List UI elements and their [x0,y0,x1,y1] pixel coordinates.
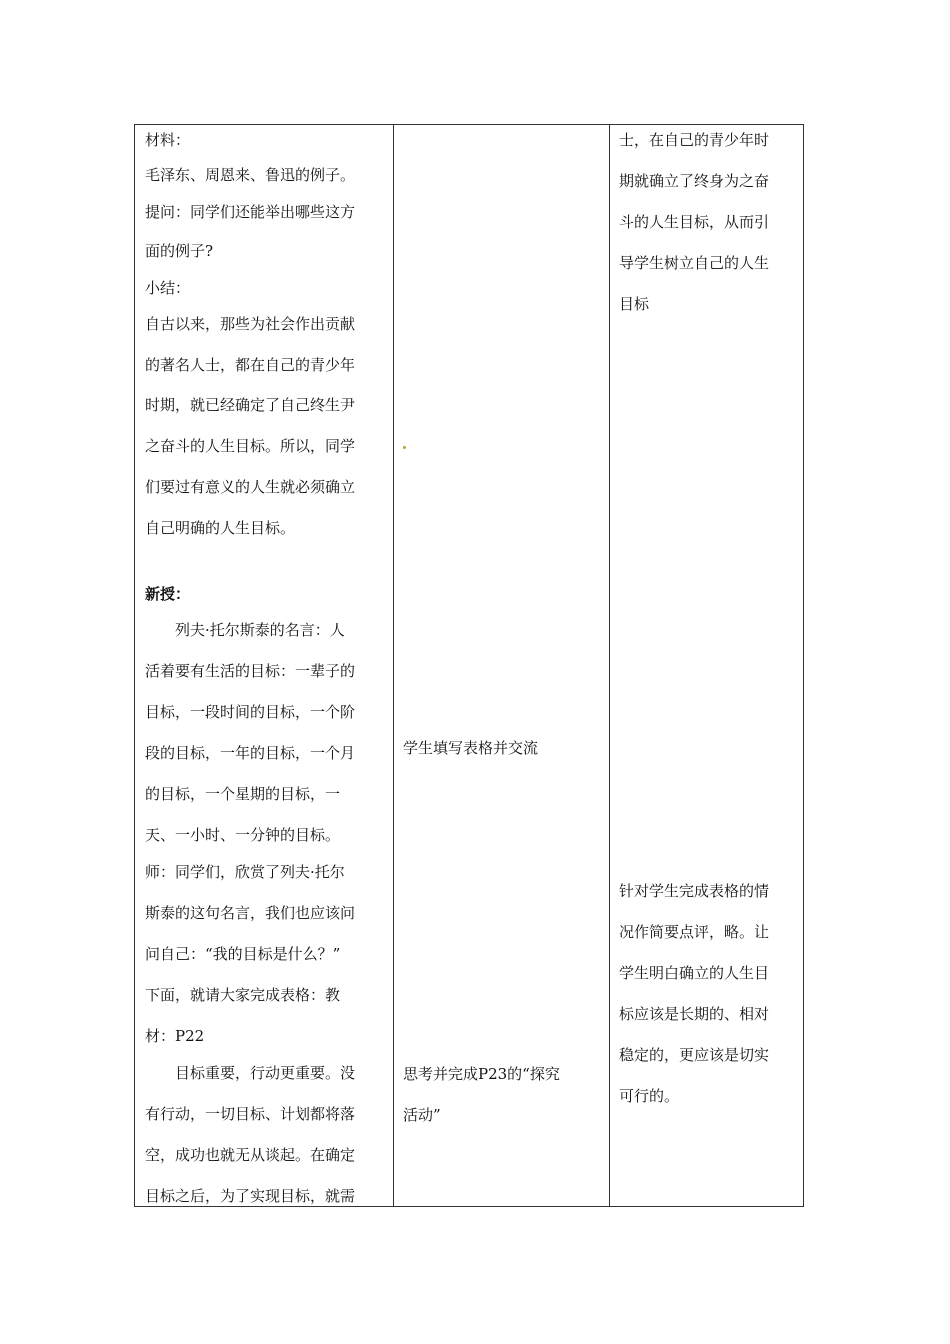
text-line: 段的目标，一年的目标，一个月 [145,744,356,762]
text-line: 材料： [145,131,191,149]
text-line: 空，成功也就无从谈起。在确定 [145,1146,356,1164]
text-line: 的目标，一个星期的目标，一 [145,785,341,803]
text-line: 面的例子? [145,242,214,260]
text-line: 学生填写表格并交流 [403,739,539,757]
text-line: 活着要有生活的目标：一辈子的 [145,662,356,680]
text-line: 士，在自己的青少年时 [619,131,770,149]
text-line: 目标重要，行动更重要。没 [145,1064,356,1082]
speck-mark [403,446,406,449]
text-line: 材：P22 [145,1027,205,1045]
text-line: 标应该是长期的、相对 [619,1005,770,1023]
text-line: 提问：同学们还能举出哪些这方 [145,203,356,221]
text-line: 况作简要点评，略。让 [619,923,770,941]
text-line: 目标，一段时间的目标，一个阶 [145,703,356,721]
design-intent-column [609,125,805,1206]
text-line: 导学生树立自己的人生 [619,254,770,272]
text-line: 小结： [145,279,191,297]
text-line: 们要过有意义的人生就必须确立 [145,478,356,496]
text-line: 斯泰的这句名言，我们也应该问 [145,904,356,922]
text-line: 期就确立了终身为之奋 [619,172,770,190]
text-line: 天、一小时、一分钟的目标。 [145,826,341,844]
text-line: 稳定的，更应该是切实 [619,1046,770,1064]
text-line: 列夫·托尔斯泰的名言：人 [145,621,345,639]
text-line: 目标 [619,295,650,313]
text-line: 时期，就已经确定了自己终生尹 [145,396,356,414]
text-line: 自古以来，那些为社会作出贡献 [145,315,356,333]
text-line: 毛泽东、周恩来、鲁迅的例子。 [145,166,356,184]
text-line: 之奋斗的人生目标。所以，同学 [145,437,356,455]
text-line: 有行动，一切目标、计划都将落 [145,1105,356,1123]
teaching-content-column [135,125,393,1206]
lesson-plan-table [134,124,804,1207]
text-line: 的著名人士，都在自己的青少年 [145,356,356,374]
text-line: 针对学生完成表格的情 [619,882,770,900]
text-line: 目标之后，为了实现目标，就需 [145,1187,356,1205]
section-heading: 新授： [145,585,191,603]
text-line: 问自己：“我的目标是什么？” [145,945,341,963]
text-line: 师：同学们，欣赏了列夫·托尔 [145,863,345,881]
text-line: 下面，就请大家完成表格：教 [145,986,341,1004]
text-line: 斗的人生目标，从而引 [619,213,770,231]
text-line: 自己明确的人生目标。 [145,519,296,537]
text-line: 学生明白确立的人生目 [619,964,770,982]
student-activity-column [393,125,609,1206]
text-line: 活动” [403,1106,441,1124]
text-line: 可行的。 [619,1087,680,1105]
text-line: 思考并完成P23的“探究 [403,1065,560,1083]
